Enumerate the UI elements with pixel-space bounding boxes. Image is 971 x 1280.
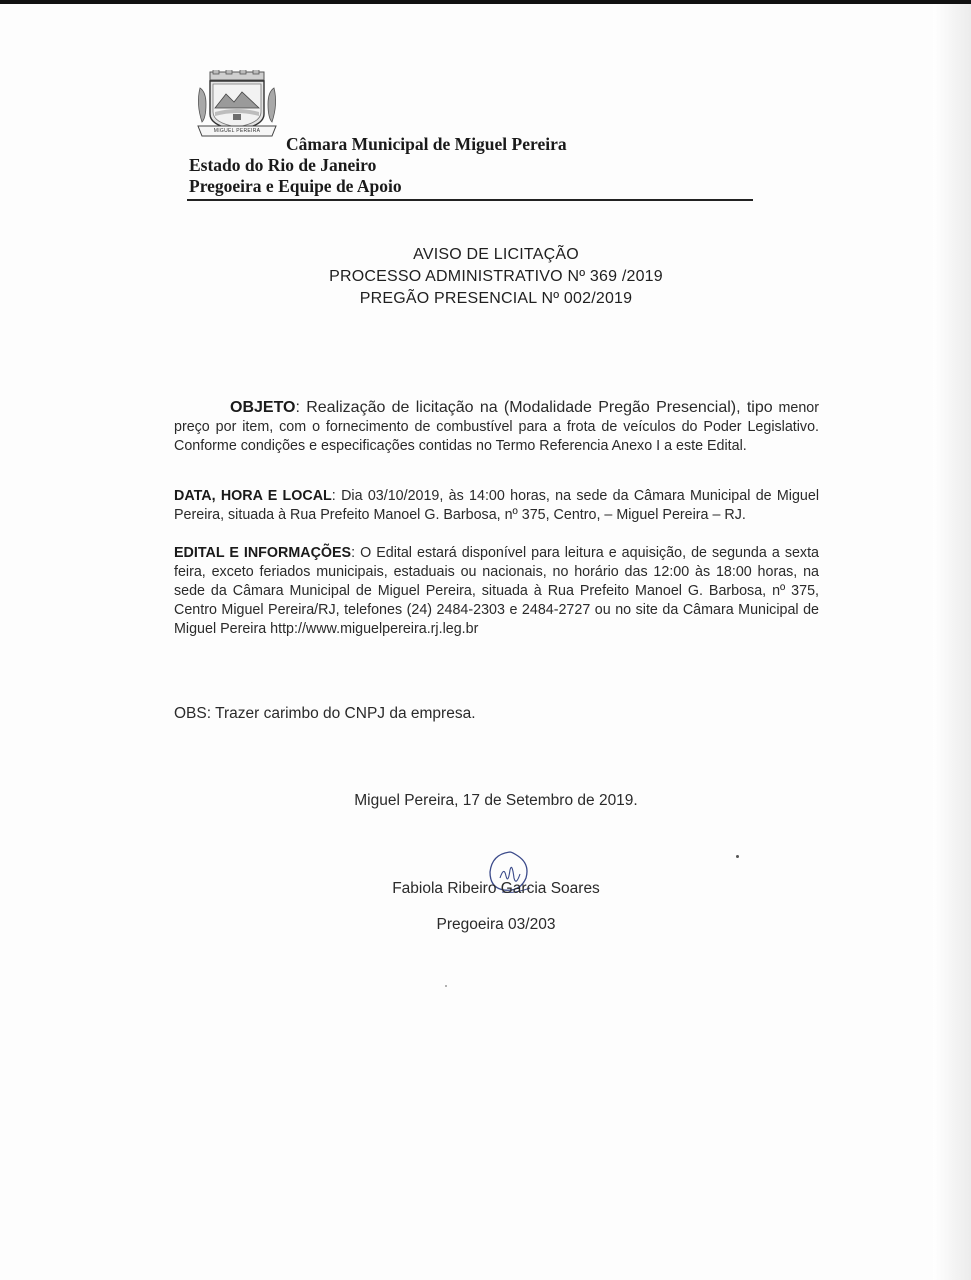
data-local-text: : Dia 03/10/2019, às 14:00 horas, na sede da Câmara Municipal de Miguel Pereira, situada à Rua Prefeito Manoel G. Barbosa, nº 375, Centro, – Miguel Pereira – RJ. (174, 488, 820, 523)
process-number: PROCESSO ADMINISTRATIVO Nº 369 /2019 (329, 268, 663, 285)
objeto-text-first: : Realização de licitação na (Modalidade Pregão Presencial), tipo (295, 399, 773, 416)
signer-role: Pregoeira 03/203 (436, 916, 556, 933)
obs-note: OBS: Trazer carimbo do CNPJ da empresa. (174, 705, 476, 722)
notice-title: AVISO DE LICITAÇÃO (413, 246, 579, 263)
document-page (0, 4, 933, 1280)
department-name: Pregoeira e Equipe de Apoio (189, 176, 402, 196)
signer-name: Fabiola Ribeiro Garcia Soares (392, 880, 600, 897)
letterhead-divider (187, 199, 753, 201)
date-line: Miguel Pereira, 17 de Setembro de 2019. (354, 792, 638, 809)
data-local-paragraph (174, 487, 819, 525)
institution-name: Câmara Municipal de Miguel Pereira (286, 134, 567, 154)
state-name: Estado do Rio de Janeiro (189, 155, 377, 175)
edital-text: : O Edital estará disponível para leitura e aquisição, de segunda a sexta feira, exceto feriados municipais, estaduais ou nacionais, no horário das 12:00 às 18:00 horas, na sede da Câmara Municipal de Miguel Pereira, situada à Rua Prefeito Manoel G. Barbosa, nº 375, Centro Miguel Pereira/RJ, telefones (24) 2484-2303 e 2484-2727 ou no site da Câmara Municipal de Miguel Pereira http://www.miguelpereira.rj.leg.br (174, 545, 819, 637)
crest-banner-text: MIGUEL PEREIRA (213, 128, 261, 134)
objeto-text-rest: menor preço por item, com o fornecimento de combustível para a frota de veículos do Poder Legislativo. Conforme condições e especificações contidas no Termo Referencia Anexo I a este Edital. (174, 400, 819, 454)
scan-speck (445, 985, 447, 987)
data-local-label: DATA, HORA E LOCAL (174, 488, 332, 504)
objeto-paragraph (174, 398, 819, 456)
objeto-label: OBJETO (230, 399, 296, 416)
scan-speck (736, 855, 739, 858)
scan-edge-shade (933, 4, 971, 1280)
edital-paragraph (174, 544, 819, 639)
auction-number: PREGÃO PRESENCIAL Nº 002/2019 (359, 290, 633, 307)
edital-label: EDITAL E INFORMAÇÕES (174, 545, 352, 561)
